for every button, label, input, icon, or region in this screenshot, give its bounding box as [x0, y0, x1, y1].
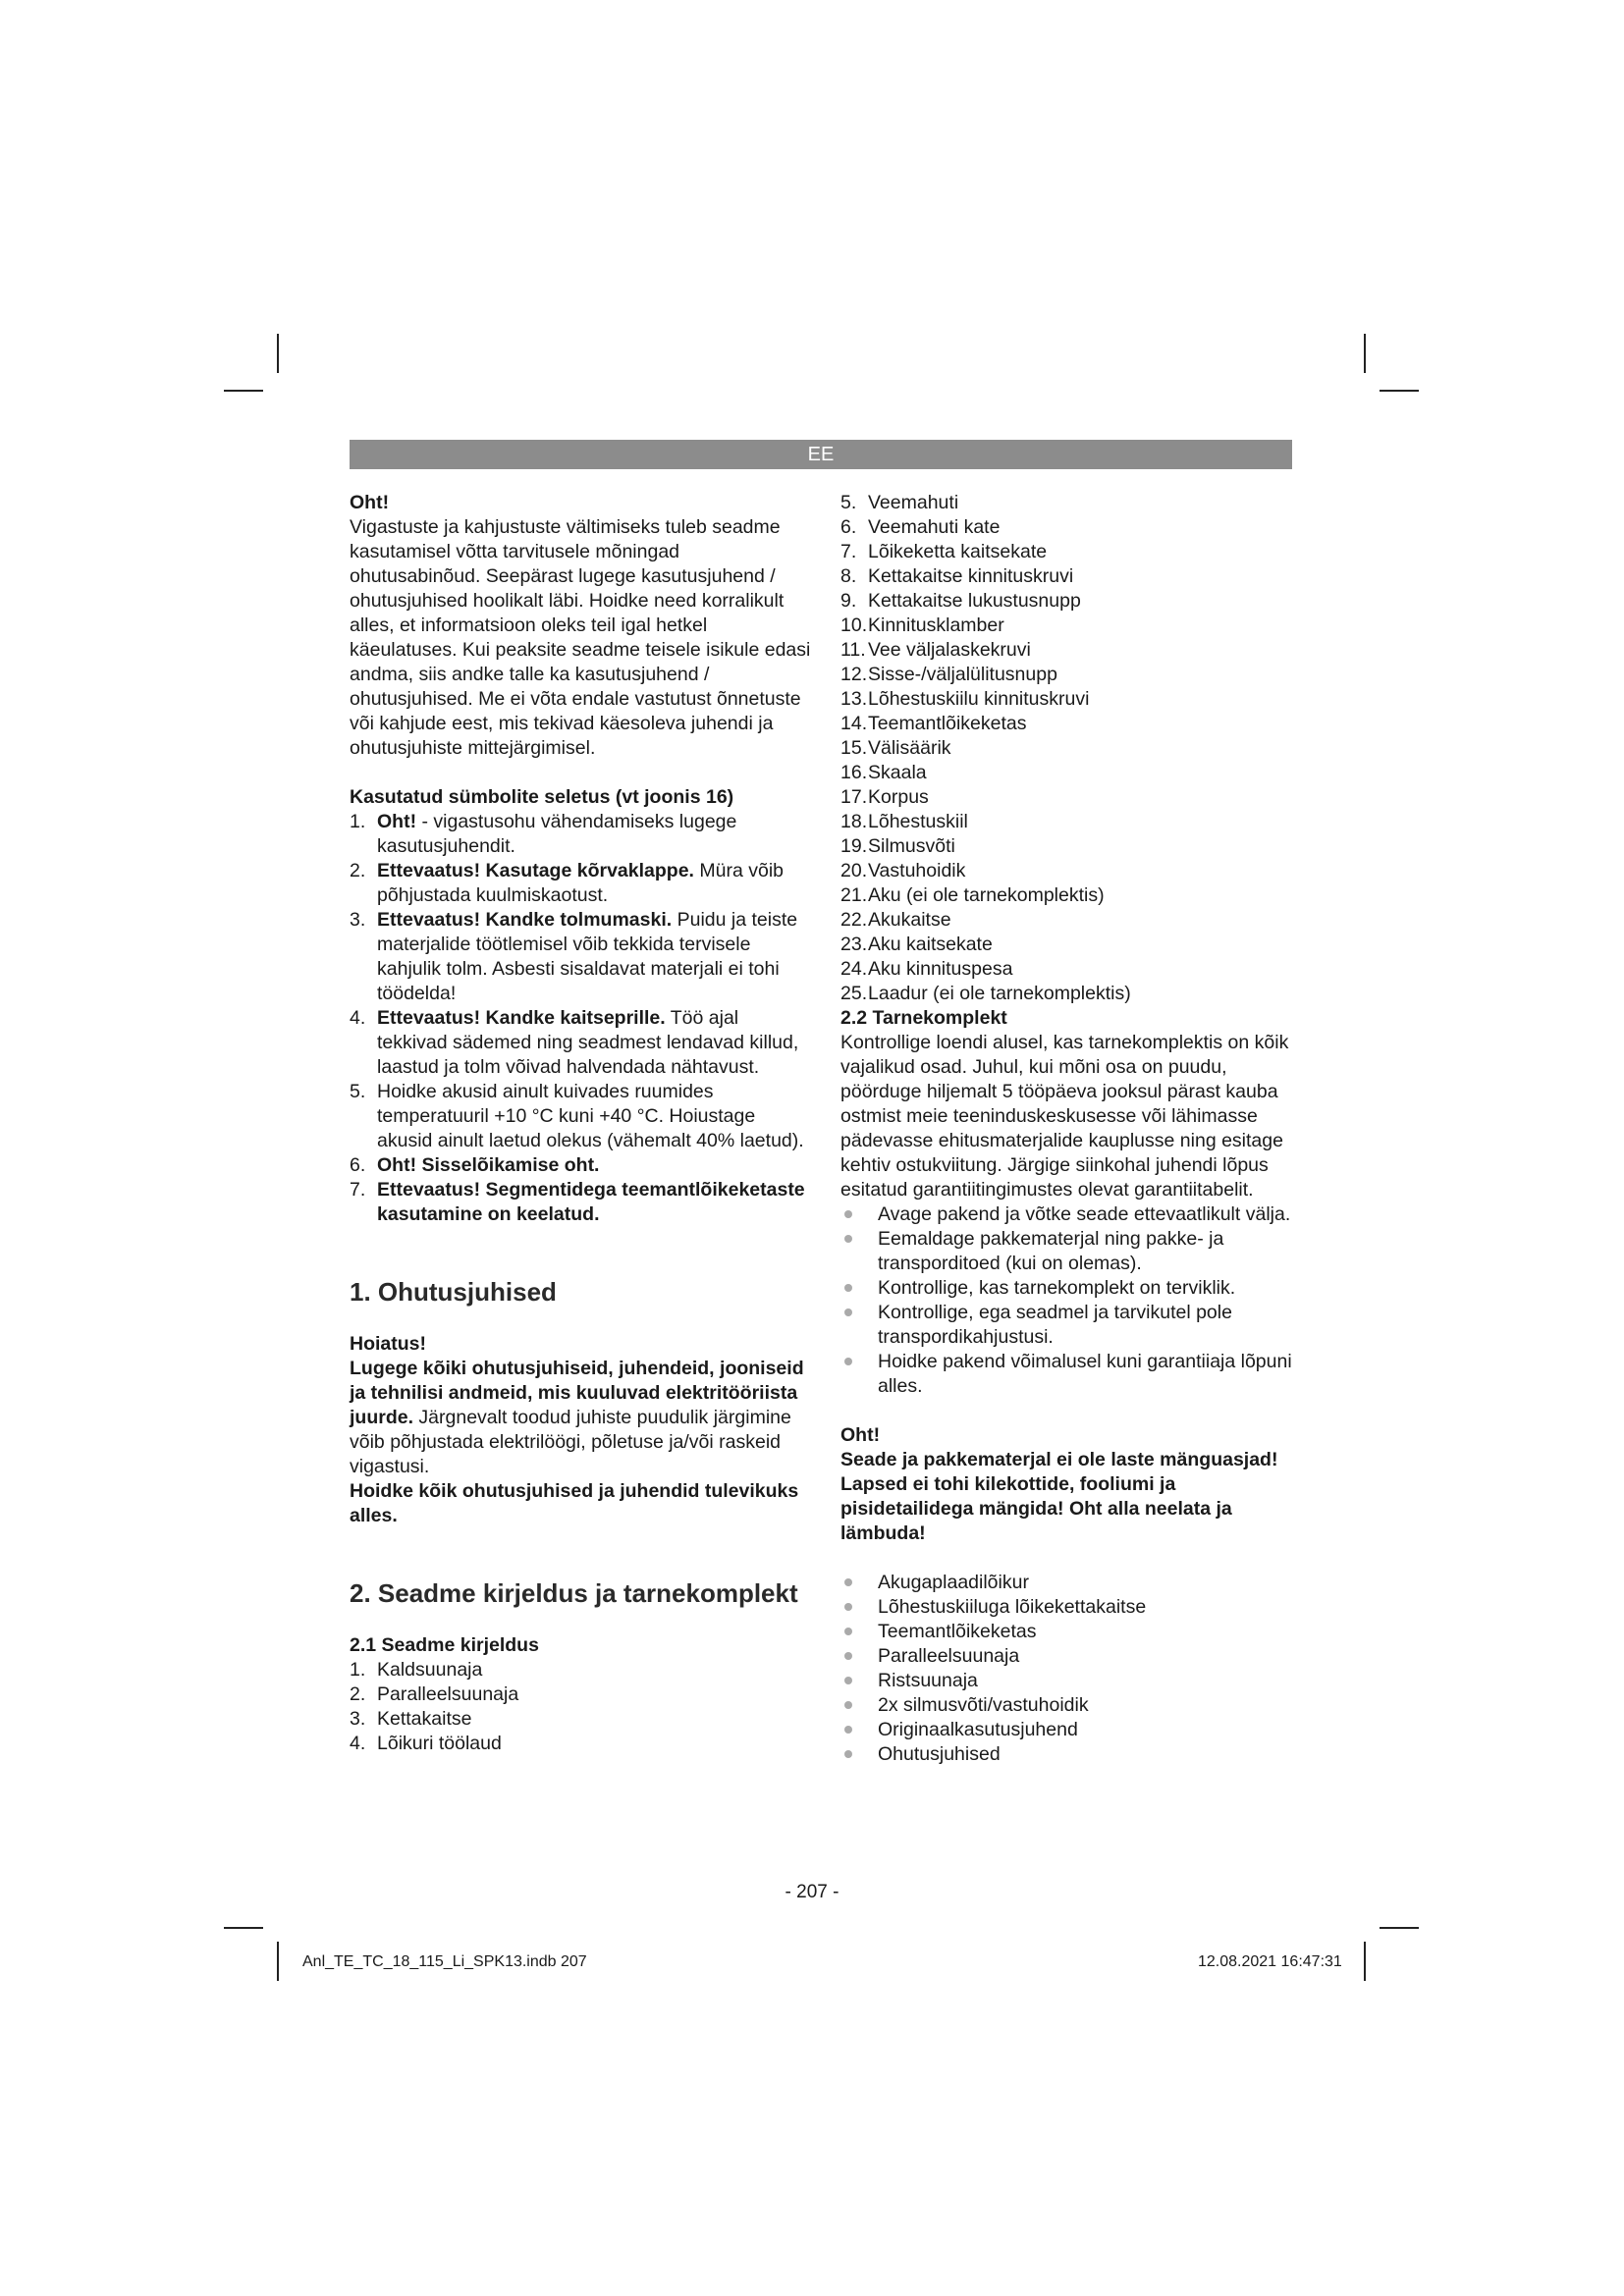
list-item: 3. Ettevaatus! Kandke tolmumaski. Puidu ja teiste materjalide töötlemisel võib tekkida tervisele kahjulik tolm. Asbesti sisaldavat materjali ei tohi töödelda!: [350, 909, 798, 1004]
list-item: 25. Laadur (ei ole tarnekomplektis): [840, 983, 1131, 1004]
right-column: [840, 491, 1297, 1767]
subsection-2-1-title: 2.1 Seadme kirjeldus: [350, 1634, 539, 1656]
list-item: Avage pakend ja võtke seade ettevaatlikult välja.: [840, 1202, 1297, 1227]
crop-mark: [1364, 1942, 1366, 1981]
left-column: [350, 491, 811, 1756]
danger-2-text: Seade ja pakkematerjal ei ole laste mänguasjad! Lapsed ei tohi kilekottide, fooliumi ja pisidetailidega mängida! Oht alla neelata ja lämbuda!: [840, 1449, 1278, 1544]
list-item: 17. Korpus: [840, 786, 929, 808]
contents-list: [840, 1571, 1297, 1767]
delivery-text: Kontrollige loendi alusel, kas tarnekomplektis on kõik vajalikud osad. Juhul, kui mõni osa on puudu, pöörduge hiljemalt 5 tööpäeva jooksul pärast kauba ostmist meie teeninduskeskusesse või lähimasse pädevasse ehitusmaterjalide kauplusse ning esitage kehtiv ostukviitung. Järgige siinkohal juhendi lõpus esitatud garantiitingimustes olevat garantiitabelit.: [840, 1032, 1289, 1201]
list-item: 22. Akukaitse: [840, 909, 951, 931]
list-item: 8. Kettakaitse kinnituskruvi: [840, 565, 1074, 587]
crop-mark: [277, 1942, 279, 1981]
list-item: 1. Oht! - vigastusohu vähendamiseks lugege kasutusjuhendit.: [350, 811, 737, 857]
list-item: Teemantlõikeketas: [840, 1620, 1297, 1644]
list-item: 13. Lõhestuskiilu kinnituskruvi: [840, 688, 1090, 710]
list-item: 21. Aku (ei ole tarnekomplektis): [840, 884, 1105, 906]
list-item: Ristsuunaja: [840, 1669, 1297, 1693]
list-item: Paralleelsuunaja: [840, 1644, 1297, 1669]
list-item: 6. Oht! Sisselõikamise oht.: [350, 1154, 600, 1176]
list-item: 10. Kinnitusklamber: [840, 614, 1004, 636]
list-item: Kontrollige, kas tarnekomplekt on terviklik.: [840, 1276, 1297, 1301]
list-item: 20. Vastuhoidik: [840, 860, 966, 881]
list-item: 16. Skaala: [840, 762, 927, 783]
delivery-steps: [840, 1202, 1297, 1399]
crop-mark: [224, 1927, 263, 1929]
print-timestamp: 12.08.2021 16:47:31: [1198, 1953, 1342, 1970]
list-item: 12. Sisse-/väljalülitusnupp: [840, 664, 1057, 685]
warning-text: Lugege kõiki ohutusjuhiseid, juhendeid, jooniseid ja tehnilisi andmeid, mis kuuluvad elektritööriista juurde. Järgnevalt toodud juhiste puudulik järgimine võib põhjustada elektrilöögi, põletuse ja/või raskeid vigastusi.: [350, 1358, 804, 1477]
list-item: 5. Hoidke akusid ainult kuivades ruumides temperatuuril +10 °C kuni +40 °C. Hoiustage akusid ainult laetud olekus (vähemalt 40% laetud).: [350, 1081, 804, 1151]
list-item: 2. Paralleelsuunaja: [350, 1683, 519, 1705]
danger-2-title: Oht!: [840, 1424, 881, 1446]
list-item: 18. Lõhestuskiil: [840, 811, 968, 832]
list-item: Originaalkasutusjuhend: [840, 1718, 1297, 1742]
crop-mark: [1380, 1927, 1419, 1929]
crop-mark: [1380, 390, 1419, 392]
list-item: 19. Silmusvõti: [840, 835, 955, 857]
crop-mark: [224, 390, 263, 392]
list-item: 4. Lõikuri töölaud: [350, 1733, 502, 1754]
danger-title: Oht!: [350, 492, 390, 513]
list-item: 23. Aku kaitsekate: [840, 934, 993, 955]
subsection-2-2-title: 2.2 Tarnekomplekt: [840, 1007, 1007, 1029]
list-item: Kontrollige, ega seadmel ja tarvikutel pole transpordikahjustusi.: [840, 1301, 1297, 1350]
page-number: - 207 -: [785, 1882, 839, 1902]
list-item: 5. Veemahuti: [840, 492, 959, 513]
list-item: 11. Vee väljalaskekruvi: [840, 639, 1031, 661]
list-item: 7. Lõikeketta kaitsekate: [840, 541, 1048, 562]
list-item: Ohutusjuhised: [840, 1742, 1297, 1767]
list-item: 15. Välisäärik: [840, 737, 951, 759]
warning-title: Hoiatus!: [350, 1333, 426, 1355]
symbols-title: Kasutatud sümbolite seletus (vt joonis 16): [350, 786, 734, 808]
list-item: 1. Kaldsuunaja: [350, 1659, 483, 1681]
list-item: Lõhestuskiiluga lõikekettakaitse: [840, 1595, 1297, 1620]
section-1-heading: 1. Ohutusjuhised: [350, 1277, 557, 1307]
danger-text: Vigastuste ja kahjustuste vältimiseks tuleb seadme kasutamisel võtta tarvitusele mõningad ohutusabinõud. Seepärast lugege kasutusjuhend / ohutusjuhised hoolikalt läbi. Hoidke need korralikult alles, et informatsioon oleks teil igal hetkel käeulatuses. Kui peaksite seadme teisele isikule edasi andma, siis andke talle ka kasutusjuhend / ohutusjuhised. Me ei võta endale vastutust õnnetuste või kahjude eest, mis tekivad käesoleva juhendi ja ohutusjuhiste mittejärgimisel.: [350, 516, 811, 759]
list-item: 4. Ettevaatus! Kandke kaitseprille. Töö ajal tekkivad sädemed ning seadmest lendavad killud, laastud ja tolm võivad halvendada nähtavust.: [350, 1007, 799, 1078]
file-info: Anl_TE_TC_18_115_Li_SPK13.indb 207: [302, 1953, 587, 1970]
list-item: Eemaldage pakkematerjal ning pakke- ja transporditoed (kui on olemas).: [840, 1227, 1297, 1276]
warning-keep: Hoidke kõik ohutusjuhised ja juhendid tulevikuks alles.: [350, 1480, 799, 1526]
symbols-list: [350, 810, 811, 1227]
parts-list-right: [840, 491, 1297, 1006]
list-item: 24. Aku kinnituspesa: [840, 958, 1013, 980]
crop-mark: [1364, 334, 1366, 373]
list-item: Akugaplaadilõikur: [840, 1571, 1297, 1595]
language-header: EE: [350, 440, 1292, 469]
list-item: 6. Veemahuti kate: [840, 516, 1001, 538]
list-item: 3. Kettakaitse: [350, 1708, 472, 1730]
list-item: 2x silmusvõti/vastuhoidik: [840, 1693, 1297, 1718]
parts-list-left: [350, 1658, 811, 1756]
list-item: Hoidke pakend võimalusel kuni garantiiaja lõpuni alles.: [840, 1350, 1297, 1399]
crop-mark: [277, 334, 279, 373]
list-item: 2. Ettevaatus! Kasutage kõrvaklappe. Müra võib põhjustada kuulmiskaotust.: [350, 860, 785, 906]
section-2-heading: 2. Seadme kirjeldus ja tarnekomplekt: [350, 1578, 798, 1608]
list-item: 7. Ettevaatus! Segmentidega teemantlõikeketaste kasutamine on keelatud.: [350, 1179, 805, 1225]
list-item: 14. Teemantlõikeketas: [840, 713, 1027, 734]
list-item: 9. Kettakaitse lukustusnupp: [840, 590, 1081, 612]
